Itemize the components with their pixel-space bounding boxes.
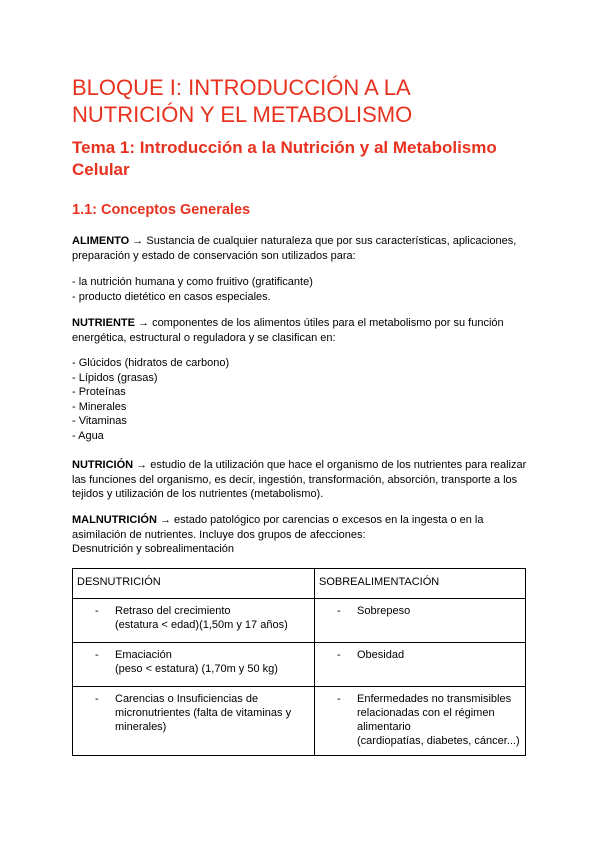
table-cell <box>315 687 526 756</box>
list-item: - Agua <box>72 429 104 442</box>
cell-text: Obesidad <box>357 649 405 661</box>
alimento-definition: → Sustancia de cualquier naturaleza que por sus características, aplicaciones, preparación y estado de conservación son utilizados para: <box>72 235 517 262</box>
nutricion-definition: → estudio de la utilización que hace el organismo de los nutrientes para realizar las funciones del organismo, es decir, ingestión, transformación, absorción, transporte a los tejidos y utilización de los nutrientes (metabolismo). <box>72 459 527 500</box>
table-cell <box>73 599 315 643</box>
alimento-uses-list <box>72 275 313 304</box>
malnutricion-groups <box>72 542 234 557</box>
list-item: - Glúcidos (hidratos de carbono) <box>72 357 230 369</box>
bloque-title: BLOQUE I: INTRODUCCIÓN A LA NUTRICIÓN Y EL METABOLISMO <box>72 75 413 127</box>
list-item: - Vitaminas <box>72 415 127 427</box>
section-title: 1.1: Conceptos Generales <box>72 202 251 218</box>
cell-text: (estatura < edad)(1,50m y 17 años) <box>115 619 288 631</box>
tema-title: Tema 1: Introducción a la Nutrición y al Metabolismo Celular <box>72 138 497 179</box>
list-item: - Minerales <box>72 400 127 413</box>
table-row <box>73 643 526 687</box>
table-header-row <box>73 569 526 599</box>
alimento-term: ALIMENTO <box>72 235 130 247</box>
cell-text: Enfermedades no transmisibles relacionadas con el régimen alimentario <box>357 693 512 733</box>
list-item: - Lípidos (grasas) <box>72 371 158 384</box>
dash-bullet: - <box>95 605 99 617</box>
malnutricion-term: MALNUTRICIÓN <box>72 514 157 526</box>
nutricion-paragraph <box>72 458 532 502</box>
dash-bullet: - <box>95 693 99 705</box>
table-cell <box>315 643 526 687</box>
list-item: - producto dietético en casos especiales. <box>72 290 271 303</box>
nutricion-term: NUTRICIÓN <box>72 459 134 471</box>
malnutricion-paragraph <box>72 513 532 542</box>
afecciones-table <box>72 568 526 756</box>
cell-text: (cardiopatías, diabetes, cáncer...) <box>357 735 520 747</box>
dash-bullet: - <box>337 693 341 705</box>
cell-text: (peso < estatura) (1,70m y 50 kg) <box>115 663 278 675</box>
groups-text: Desnutrición y sobrealimentación <box>72 543 235 555</box>
cell-text: Sobrepeso <box>357 605 411 617</box>
dash-bullet: - <box>95 649 99 661</box>
table-cell <box>73 687 315 756</box>
cell-text: Retraso del crecimiento <box>115 605 231 617</box>
alimento-paragraph <box>72 234 532 263</box>
nutriente-definition: → componentes de los alimentos útiles para el metabolismo por su función energética, estructural o reguladora y se clasifican en: <box>72 317 504 344</box>
dash-bullet: - <box>337 605 341 617</box>
header-sobrealimentacion: SOBREALIMENTACIÓN <box>315 569 526 599</box>
cell-text: Emaciación <box>115 649 172 661</box>
header-desnutricion: DESNUTRICIÓN <box>73 569 315 599</box>
table-row <box>73 687 526 756</box>
table-cell <box>73 643 315 687</box>
malnutricion-definition: → estado patológico por carencias o excesos en la ingesta o en la asimilación de nutrientes. Incluye dos grupos de afecciones: <box>72 514 484 541</box>
dash-bullet: - <box>337 649 341 661</box>
list-item: - Proteínas <box>72 386 126 398</box>
cell-text: Carencias o Insuficiencias de micronutrientes (falta de vitaminas y minerales) <box>115 693 292 733</box>
table-cell <box>315 599 526 643</box>
nutriente-term: NUTRIENTE <box>72 317 135 329</box>
table-row <box>73 599 526 643</box>
list-item: - la nutrición humana y como fruitivo (gratificante) <box>72 276 313 288</box>
nutriente-types-list <box>72 356 229 443</box>
nutriente-paragraph <box>72 316 532 345</box>
